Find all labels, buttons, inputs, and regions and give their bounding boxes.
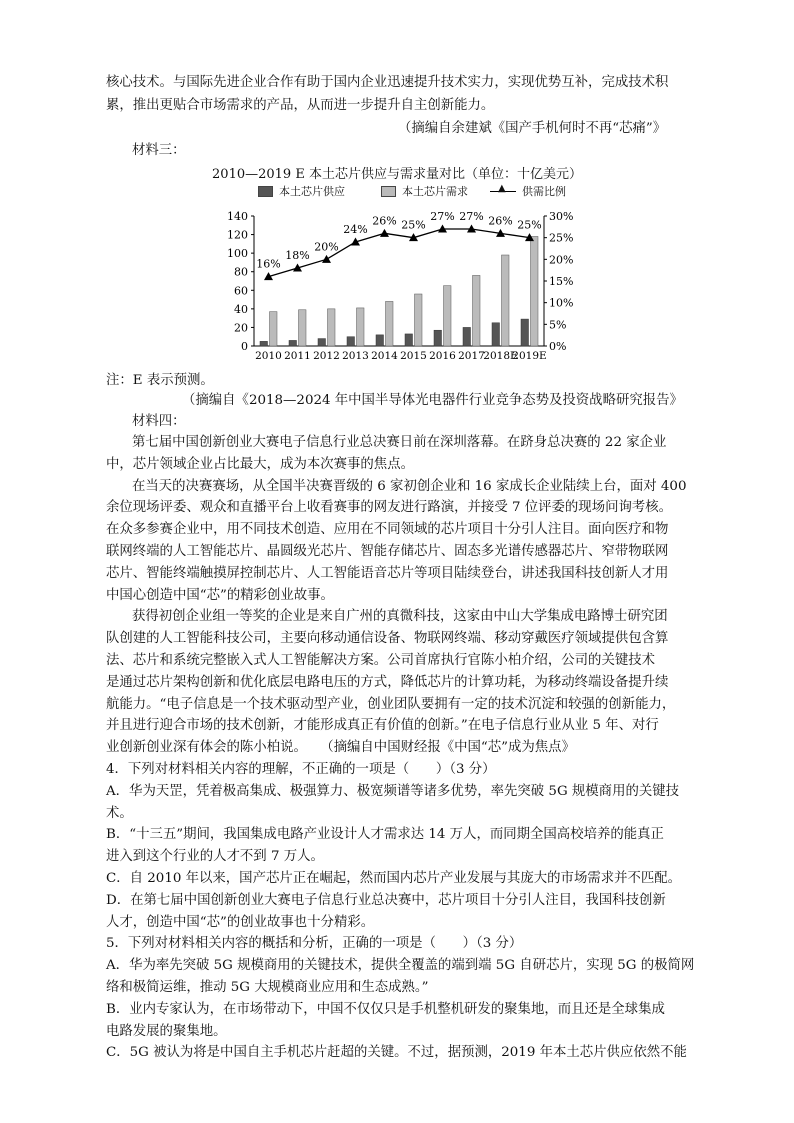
y-left-tick-label: 100	[227, 247, 248, 261]
text-line: A．华为天罡，凭着极高集成、极强算力、极宽频谱等诸多优势，率先突破 5G 规模商用的关键技	[106, 783, 680, 799]
ratio-data-label: 25%	[401, 218, 426, 232]
bar-supply	[318, 339, 326, 346]
y-left-tick-label: 80	[234, 265, 248, 279]
bar-supply	[289, 340, 297, 346]
legend-label-ratio: 供需比例	[522, 185, 566, 198]
text-line: 业创新创业深有体会的陈小柏说。 （摘编自中国财经报《中国“芯”成为焦点》	[106, 740, 575, 756]
text-line: 在当天的决赛赛场，从全国半决赛晋级的 6 家初创企业和 16 家成长企业陆续上台，面对 400	[132, 478, 687, 494]
bar-demand	[415, 294, 423, 346]
chart-title: 2010—2019 E 本土芯片供应与需求量对比（单位：十亿美元）	[212, 167, 582, 182]
text-line: 人才，创造中国“芯”的创业故事也十分精彩。	[106, 914, 375, 930]
bar-demand	[299, 310, 307, 346]
text-line: 4．下列对材料相关内容的理解，不正确的一项是（ ）（3 分）	[106, 762, 496, 777]
ratio-data-label: 27%	[459, 210, 484, 223]
text-line: 余位现场评委、观众和直播平台上收看赛事的网友进行路演，并接受 7 位评委的现场问询考核。	[106, 500, 673, 516]
text-line: 术。	[106, 805, 133, 821]
x-tick-label: 2011	[284, 350, 311, 362]
text-line: 队创建的人工智能科技公司，主要向移动通信设备、物联网终端、移动穿戴医疗领域提供包含算	[106, 631, 669, 647]
bar-demand	[270, 312, 278, 346]
bar-supply	[521, 319, 529, 346]
y-left-tick-label: 60	[234, 284, 248, 298]
bar-demand	[357, 308, 365, 346]
y-right-tick-label: 30%	[549, 210, 574, 223]
bar-supply	[463, 327, 471, 346]
text-line: 电路发展的聚集地。	[106, 1023, 227, 1039]
bar-demand	[531, 236, 539, 346]
ratio-data-label: 16%	[256, 257, 281, 271]
y-right-tick-label: 15%	[549, 275, 574, 288]
bar-demand	[444, 286, 452, 346]
text-line: 在众多参赛企业中，用不同技术创造、应用在不同领域的芯片项目十分引人注目。面向医疗和物	[106, 522, 669, 538]
x-tick-label: 2013	[342, 350, 369, 362]
bar-supply	[260, 341, 268, 346]
text-line: D．在第七届中国创新创业大赛电子信息行业总决赛中，芯片项目十分引人注目，我国科技创新	[106, 892, 666, 908]
bar-demand	[328, 309, 336, 346]
x-tick-label: 2017	[458, 350, 485, 362]
y-right-tick-label: 10%	[549, 296, 574, 310]
text-line: 联网终端的人工智能芯片、晶圆级光芯片、智能存储芯片、固态多光谱传感器芯片、窄带物联网	[106, 544, 669, 559]
x-tick-label: 2012	[313, 350, 340, 362]
chart-note: 注：E 表示预测。	[106, 373, 214, 388]
text-line: 进入到这个行业的人才不到 7 万人。	[106, 849, 324, 865]
y-right-tick-label: 20%	[549, 253, 574, 267]
ratio-data-label: 27%	[430, 210, 455, 223]
x-tick-label: 2018E	[483, 350, 518, 362]
text-line: 法、芯片和系统完整嵌入式人工智能解决方案。公司首席执行官陈小柏介绍，公司的关键技术	[106, 653, 656, 668]
text-line: 络和极简运维，推动 5G 大规模商业应用和生态成熟。”	[106, 980, 429, 995]
bar-supply	[434, 330, 442, 346]
y-left-tick-label: 140	[227, 210, 248, 223]
section-label: 材料四：	[132, 414, 186, 429]
ratio-point	[380, 229, 389, 237]
x-tick-label: 2014	[371, 350, 398, 362]
text-line: 5．下列对材料相关内容的概括和分析，正确的一项是（ ）（3 分）	[106, 936, 523, 952]
ratio-point	[322, 255, 331, 263]
ratio-data-label: 25%	[517, 218, 542, 232]
bar-demand	[473, 275, 481, 346]
text-line: C．自 2010 年以来，国产芯片正在崛起，然而国内芯片产业发展与其庞大的市场需求并不匹配。	[106, 871, 682, 886]
y-left-tick-label: 40	[234, 302, 248, 316]
x-tick-label: 2016	[429, 350, 456, 362]
bar-demand	[502, 255, 510, 346]
text-line: 核心技术。与国际先进企业合作有助于国内企业迅速提升技术实力，实现优势互补，完成技术积	[106, 75, 669, 90]
y-left-tick-label: 0	[241, 340, 248, 353]
text-line: 中，芯片领域企业占比最大，成为本次赛事的焦点。	[106, 456, 414, 472]
bar-demand	[386, 301, 394, 346]
section-label: 材料三：	[132, 143, 186, 158]
ratio-data-label: 24%	[343, 223, 368, 236]
ratio-data-label: 26%	[488, 214, 513, 228]
text-line: 并且进行迎合市场的技术创新，才能形成真正有价值的创新。”在电子信息行业从业 5 年、对行	[106, 718, 659, 734]
text-line: 航能力。“电子信息是一个技术驱动型产业，创业团队要拥有一定的技术沉淀和较强的创新能力，	[106, 696, 676, 712]
x-tick-label: 2015	[400, 350, 427, 362]
y-left-tick-label: 120	[227, 228, 248, 242]
bar-supply	[492, 323, 500, 346]
legend-label-supply: 本土芯片供应	[279, 185, 345, 198]
text-line: B．业内专家认为，在市场带动下，中国不仅仅只是手机整机研发的聚集地，而且还是全球集成	[106, 1001, 665, 1017]
legend-label-demand: 本土芯片需求	[402, 185, 468, 198]
text-line: 是通过芯片架构创新和优化底层电路电压的方式，降低芯片的计算功耗，为移动终端设备提升续	[106, 674, 669, 690]
y-left-tick-label: 20	[234, 321, 248, 335]
text-line: 中国心创造中国“芯”的精彩创业故事。	[106, 587, 334, 603]
text-line: A．华为率先突破 5G 规模商用的关键技术，提供全覆盖的端到端 5G 自研芯片，实现 5G 的极简网	[106, 958, 695, 974]
text-line: 累，推出更贴合市场需求的产品，从而进一步提升自主创新能力。	[106, 98, 495, 113]
x-tick-label: 2019E	[512, 350, 547, 362]
text-line: C．5G 被认为将是中国自主手机芯片赶超的关键。不过，据预测，2019 年本土芯片供应依然不能	[106, 1045, 687, 1061]
y-right-tick-label: 5%	[549, 318, 567, 332]
bar-supply	[347, 337, 355, 346]
text-line: 获得初创企业组一等奖的企业是来自广州的真微科技，这家由中山大学集成电路博士研究团	[132, 609, 668, 625]
x-tick-label: 2010	[255, 350, 282, 362]
bar-supply	[405, 334, 413, 346]
source-citation: （摘编自余建斌《国产手机何时不再“芯痛”》	[398, 121, 667, 136]
ratio-data-label: 26%	[372, 214, 397, 228]
y-right-tick-label: 25%	[549, 231, 574, 245]
ratio-data-label: 18%	[285, 249, 310, 262]
supply-demand-chart	[0, 0, 794, 400]
ratio-data-label: 20%	[314, 240, 339, 254]
source-citation: （摘编自《2018—2024 年中国半导体光电器件行业竞争态势及投资战略研究报告》	[182, 393, 683, 408]
y-right-tick-label: 0%	[549, 340, 567, 353]
text-line: B．“十三五”期间，我国集成电路产业设计人才需求达 14 万人，而同期全国高校培养的能真正	[106, 827, 664, 843]
text-line: 第七届中国创新创业大赛电子信息行业总决赛日前在深圳落幕。在跻身总决赛的 22 家企业	[132, 435, 667, 450]
text-line: 芯片、智能终端触摸屏控制芯片、人工智能语音芯片等项目陆续登台，讲述我国科技创新人才用	[106, 565, 669, 581]
bar-supply	[376, 335, 384, 346]
